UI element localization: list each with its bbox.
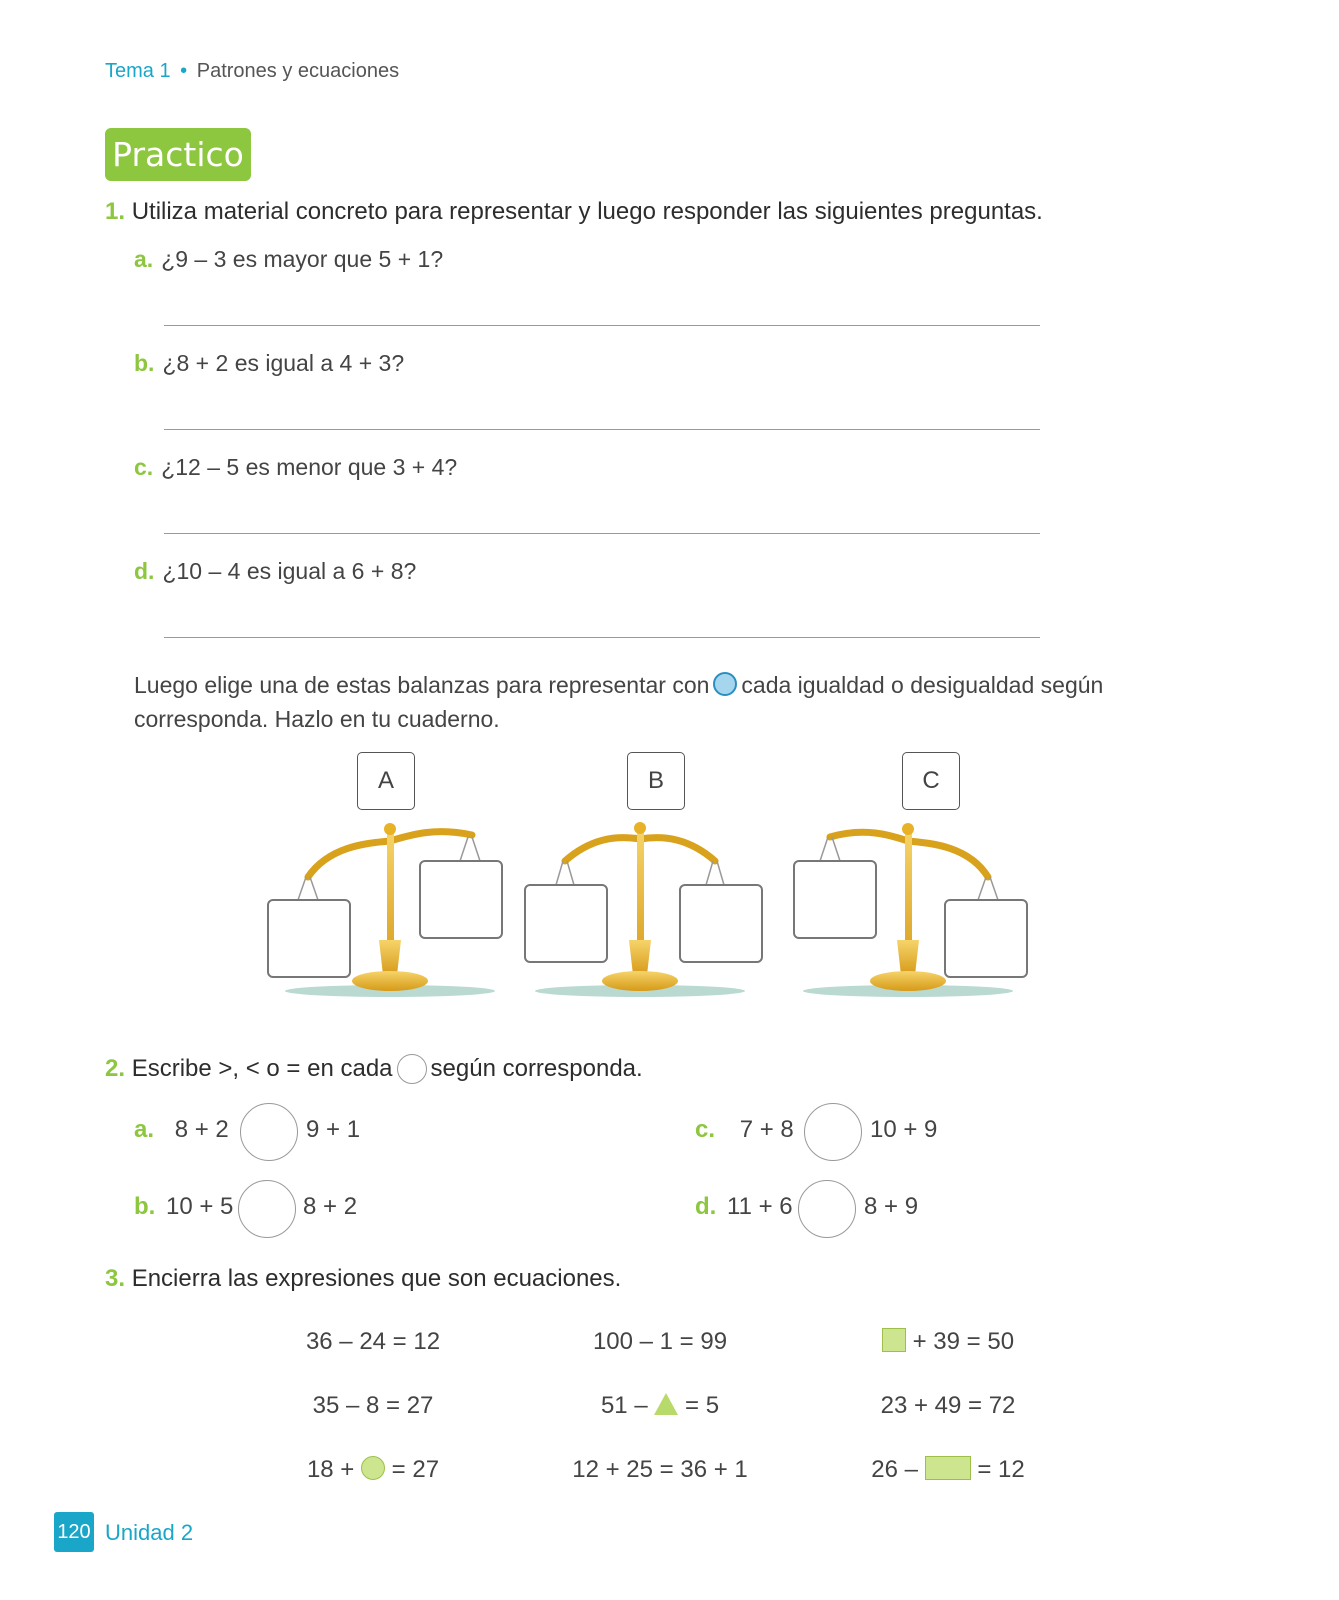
tema-subtitle: Patrones y ecuaciones (196, 60, 400, 82)
expression-text: = 27 (391, 1456, 440, 1483)
expression-text: = 5 (685, 1392, 720, 1419)
item-letter: c. (134, 454, 154, 480)
answer-line-d[interactable] (164, 637, 1040, 638)
q2-item-c (695, 1116, 794, 1144)
instruction-after: cada igualdad o desigualdad según corresponda. Hazlo en tu cuaderno. (134, 672, 1104, 732)
unit-label: Unidad 2 (105, 1520, 194, 1545)
instruction-before: Luego elige una de estas balanzas para representar con (134, 672, 710, 698)
q1-text: Utiliza material concreto para representar y luego responder las siguientes preguntas. (131, 198, 1043, 225)
expression-text: = 12 (977, 1456, 1025, 1483)
breadcrumb (105, 60, 399, 83)
right-expression: 8 + 2 (303, 1193, 358, 1220)
answer-circle-b[interactable] (238, 1180, 296, 1238)
right-expression: 9 + 1 (306, 1116, 361, 1143)
q2-item-b (134, 1193, 233, 1221)
left-expression: 11 + 6 (727, 1193, 793, 1220)
green-rectangle-icon (925, 1456, 971, 1480)
q2-text-after: según corresponda. (430, 1055, 643, 1082)
section-badge: Practico (105, 128, 251, 181)
q1-item-c (134, 454, 457, 481)
q2-item-a (134, 1116, 229, 1144)
expression-text: + 39 = 50 (912, 1328, 1015, 1355)
green-triangle-icon (654, 1393, 678, 1415)
balance-label-a: A (357, 752, 415, 810)
balance-scale-icon (268, 823, 502, 997)
left-expression: 7 + 8 (739, 1116, 794, 1143)
expression-text: 26 – (871, 1456, 918, 1483)
item-text: ¿12 – 5 es menor que 3 + 4? (161, 454, 458, 480)
q1-number: 1. (105, 198, 126, 225)
right-expression: 8 + 9 (864, 1193, 919, 1220)
q1-item-a (134, 246, 443, 273)
item-letter: c. (695, 1116, 716, 1143)
expression[interactable]: 36 – 24 = 12 (305, 1328, 441, 1355)
item-letter: d. (695, 1193, 717, 1220)
q2-item-d (695, 1193, 793, 1221)
expression[interactable] (530, 1392, 790, 1420)
answer-circle-d[interactable] (798, 1180, 856, 1238)
q2-title (105, 1054, 643, 1084)
expression[interactable] (818, 1456, 1078, 1484)
q3-title (105, 1265, 621, 1293)
left-expression: 8 + 2 (174, 1116, 229, 1143)
item-text: ¿8 + 2 es igual a 4 + 3? (162, 350, 405, 376)
item-letter: d. (134, 558, 155, 584)
item-letter: a. (134, 246, 154, 272)
q2-number: 2. (105, 1055, 126, 1082)
page-number: 120 (54, 1512, 94, 1552)
item-letter: a. (134, 1116, 155, 1143)
green-circle-icon (361, 1456, 385, 1480)
q3-number: 3. (105, 1265, 126, 1292)
expression-text: 18 + (306, 1456, 355, 1483)
expression[interactable]: 12 + 25 = 36 + 1 (572, 1456, 748, 1483)
expression[interactable]: 35 – 8 = 27 (312, 1392, 434, 1419)
answer-circle-a[interactable] (240, 1103, 298, 1161)
q1-item-b (134, 350, 404, 377)
balance-label-c: C (902, 752, 960, 810)
green-square-icon (882, 1328, 906, 1352)
item-letter: b. (134, 350, 155, 376)
q2-text-before: Escribe >, < o = en cada (131, 1055, 393, 1082)
balance-scales-illustration (260, 815, 1060, 1005)
expression[interactable]: 23 + 49 = 72 (880, 1392, 1016, 1419)
q1-title (105, 198, 1043, 226)
answer-line-a[interactable] (164, 325, 1040, 326)
expression[interactable]: 100 – 1 = 99 (592, 1328, 728, 1355)
balance-label-b: B (627, 752, 685, 810)
expression-text: 51 – (600, 1392, 648, 1419)
balance-scale-icon (525, 822, 762, 997)
answer-circle-c[interactable] (804, 1103, 862, 1161)
item-text: ¿10 – 4 es igual a 6 + 8? (162, 558, 417, 584)
q1-item-d (134, 558, 416, 585)
empty-circle-icon (397, 1054, 427, 1084)
q1-instruction (134, 668, 1214, 736)
breadcrumb-separator: • (180, 60, 188, 82)
item-text: ¿9 – 3 es mayor que 5 + 1? (161, 246, 444, 272)
q3-text: Encierra las expresiones que son ecuaciones. (131, 1265, 622, 1292)
item-letter: b. (134, 1193, 156, 1220)
left-expression: 10 + 5 (166, 1193, 234, 1220)
expression[interactable] (243, 1456, 503, 1484)
answer-line-b[interactable] (164, 429, 1040, 430)
balance-scale-icon (794, 823, 1027, 997)
blue-circle-icon (713, 672, 737, 696)
tema-label: Tema 1 (105, 60, 171, 82)
right-expression: 10 + 9 (870, 1116, 938, 1143)
expression[interactable] (818, 1328, 1078, 1356)
answer-line-c[interactable] (164, 533, 1040, 534)
